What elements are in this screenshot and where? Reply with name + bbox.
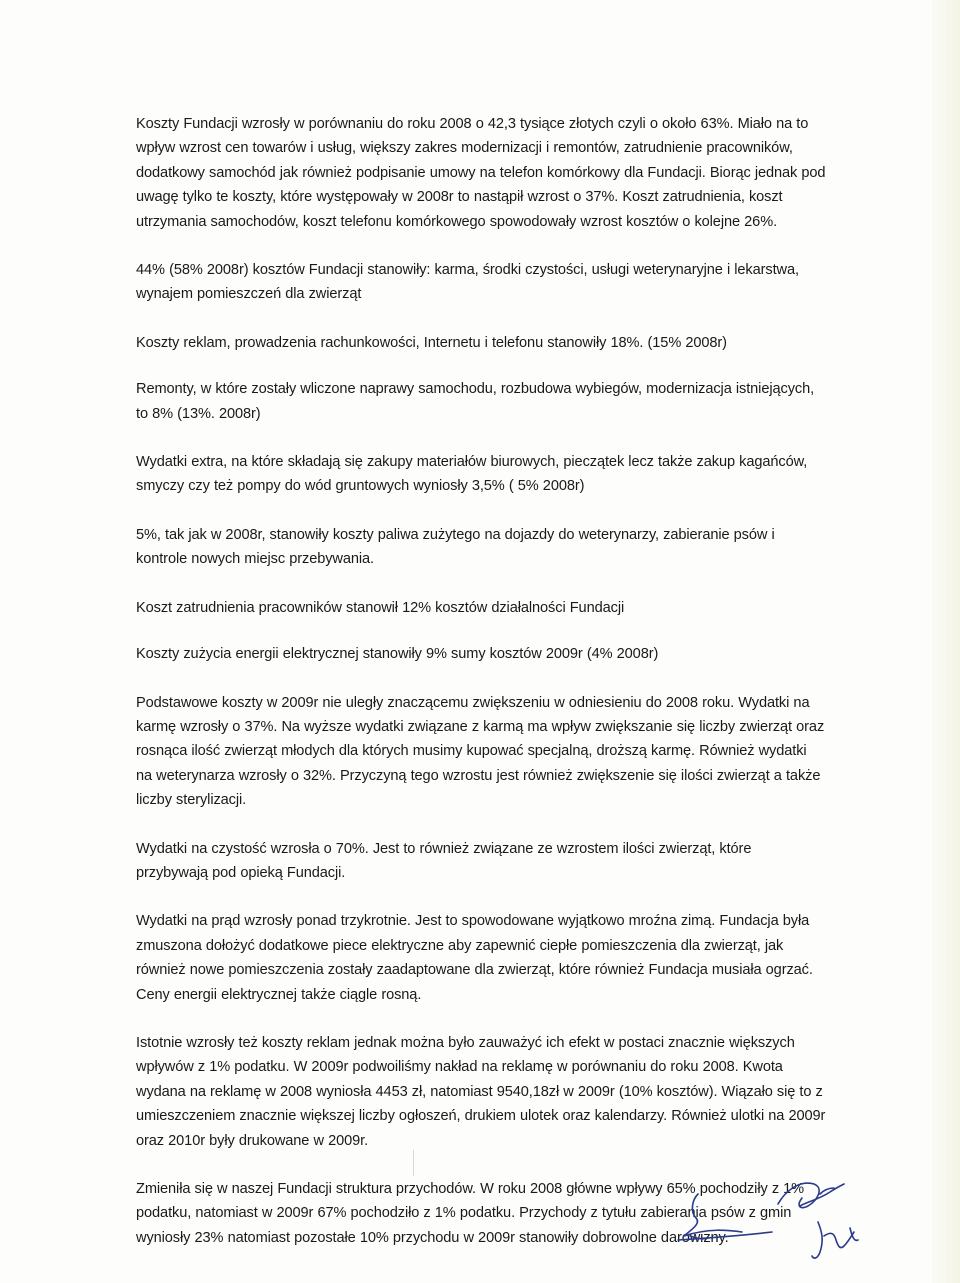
paragraph-advertising-costs: Koszty reklam, prowadzenia rachunkowości, Internetu i telefonu stanowiły 18%. (15% 2008r) [136,334,727,351]
paragraph-advertising: Istotnie wzrosły też koszty reklam jednak można było zauważyć ich efekt w postaci znacznie większych wpływów z 1% podatku. W 2009r podwoiliśmy nakład na reklamę w porównaniu do roku 2008. Kwota wydana na reklamę w 2008 wyniosła 4453 zł, natomiast 9540,18zł w 2009r (10% kosztów). Wiązało się to z umieszczeniem znacznie większej liczby ogłoszeń, drukiem ulotek oraz kalendarzy. Również ulotki na 2009r oraz 2010r były drukowane w 2009r. [136,1034,826,1149]
paragraph-main-costs: 44% (58% 2008r) kosztów Fundacji stanowiły: karma, środki czystości, usługi weterynaryjne i lekarstwa, wynajem pomieszczeń dla zwierząt [136,262,799,303]
scan-edge-shadow [932,0,960,1283]
handwritten-signature-icon [668,1166,888,1276]
paragraph-basic-costs: Podstawowe koszty w 2009r nie uległy znaczącemu zwiększeniu w odniesieniu do 2008 roku. Wydatki na karmę wzrosły o 37%. Na wyższe wydatki związane z karmą ma wpływ zwiększanie się liczby zwierząt oraz rosnąca ilość zwierząt młodych dla których musimy kupować specjalną, droższą karmę. Również wydatki na weterynarza wzrosły o 32%. Przyczyną tego wzrostu jest również zwiększenie się ilości zwierząt a także liczby sterylizacji. [136,694,825,809]
document-body [136,112,826,1274]
paragraph-fuel-costs: 5%, tak jak w 2008r, stanowiły koszty paliwa zużytego na dojazdy do weterynarzy, zabieranie psów i kontrole nowych miejsc przebywania. [136,526,775,568]
paragraph-cost-increase: Koszty Fundacji wzrosły w porównaniu do roku 2008 o 42,3 tysiące złotych czyli o około 63%. Miało na to wpływ wzrost cen towarów i usług, większy zakres modernizacji i remontów, zatrudnienie pracowników, dodatkowy samochód jak również podpisanie umowy na telefon komórkowy dla Fundacji. Biorąc jednak pod uwagę tylko te koszty, które występowały w 2008r to nastąpił wzrost o 37%. Koszt zatrudnienia, koszt utrzymania samochodów, koszt telefonu komórkowego spowodowały wzrost kosztów o kolejne 26%. [136,116,826,230]
scan-mark [413,1150,414,1176]
paragraph-repairs: Remonty, w które zostały wliczone naprawy samochodu, rozbudowa wybiegów, modernizacja istniejących, to 8% (13%. 2008r) [136,381,815,422]
paragraph-cleaning: Wydatki na czystość wzrosła o 70%. Jest to również związane ze wzrostem ilości zwierząt, które przybywają pod opieką Fundacji. [136,840,752,881]
paragraph-employment-costs: Koszt zatrudnienia pracowników stanowił 12% kosztów działalności Fundacji [136,599,625,616]
paragraph-extra-expenses: Wydatki extra, na które składają się zakupy materiałów biurowych, pieczątek lecz także zakup kagańców, smyczy czy też pompy do wód gruntowych wyniosły 3,5% ( 5% 2008r) [136,454,808,495]
paragraph-electricity: Wydatki na prąd wzrosły ponad trzykrotnie. Jest to spowodowane wyjątkowo mroźna zimą. Fundacja była zmuszona dołożyć dodatkowe piece elektryczne aby zapewnić ciepłe pomieszczenia dla zwierząt, jak również nowe pomieszczenia zostały zaadaptowane dla zwierząt, które również Fundacja musiała ogrzać. Ceny energii elektrycznej także ciągle rosną. [136,913,813,1003]
paragraph-income-structure: Zmieniła się w naszej Fundacji struktura przychodów. W roku 2008 główne wpływy 65% pochodziły z 1% podatku, natomiast w 2009r 67% pochodziło z 1% podatku. Przychody z tytułu zabierania psów z gmin wyniosły 23% natomiast pozostałe 10% przychodu w 2009r stanowiły dobrowolne darowizny. [136,1181,805,1246]
paragraph-electricity-share: Koszty zużycia energii elektrycznej stanowiły 9% sumy kosztów 2009r (4% 2008r) [136,646,659,663]
